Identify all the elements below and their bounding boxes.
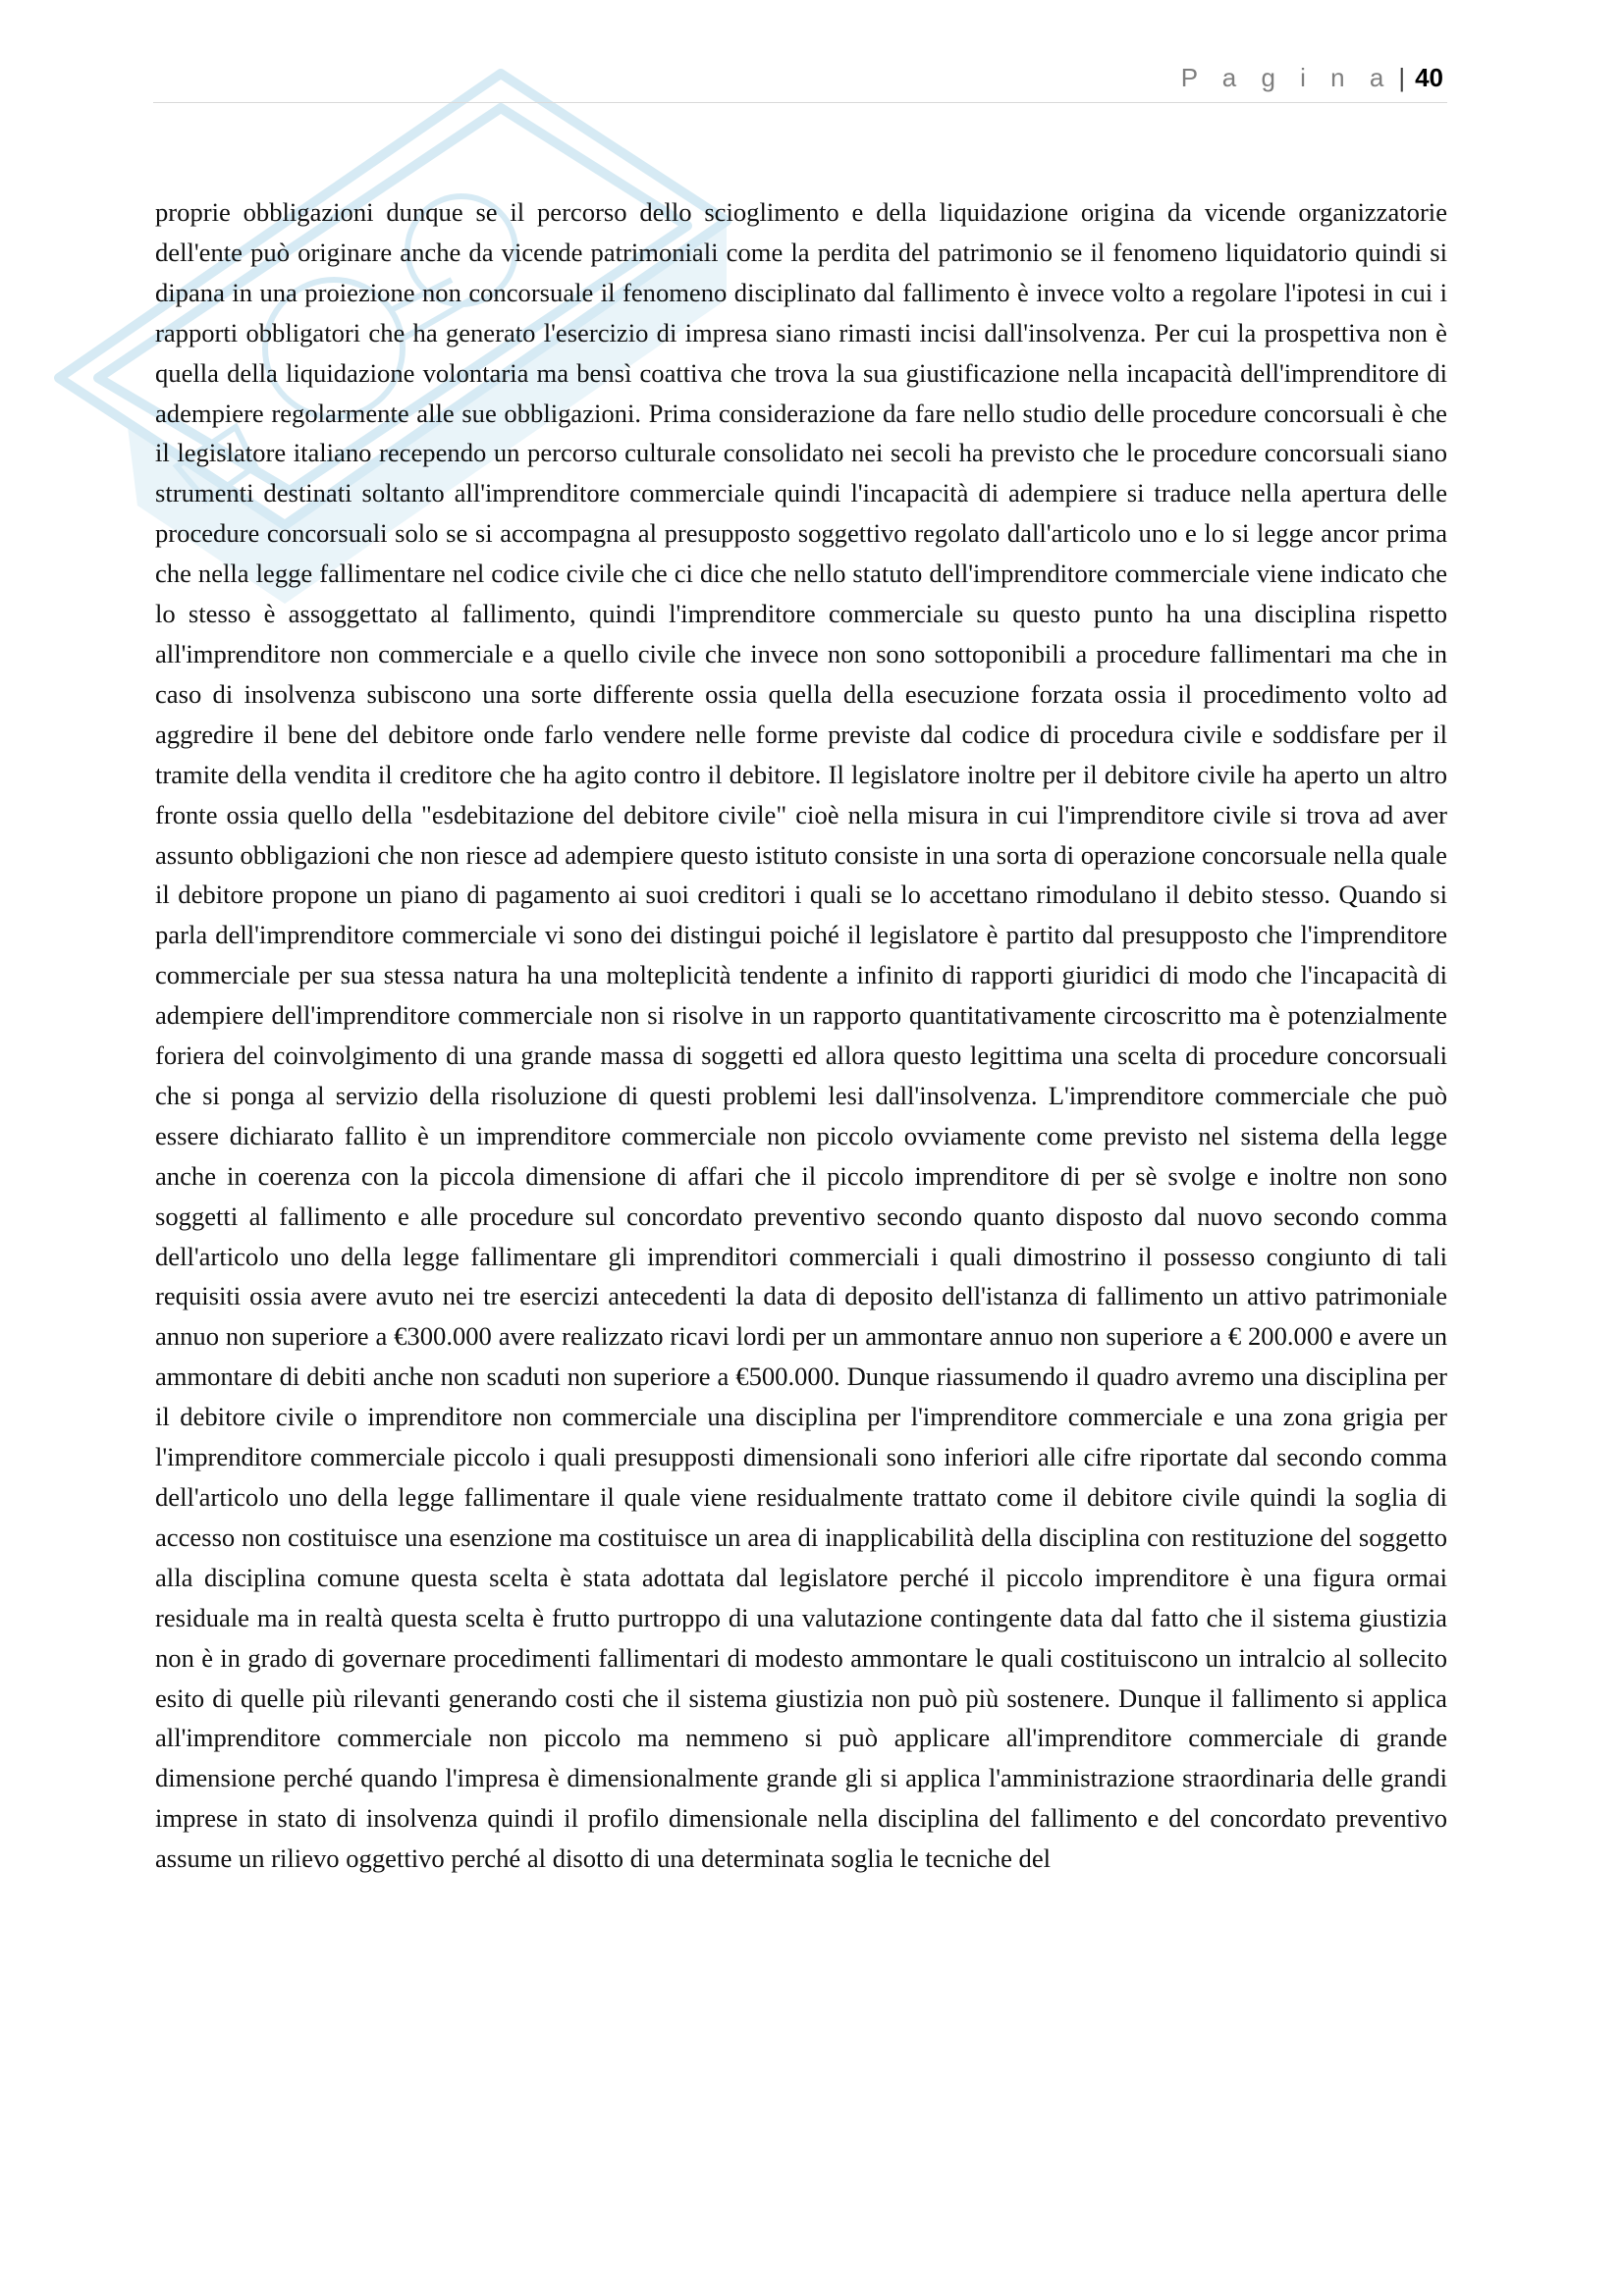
page-label: P a g i n a	[1180, 63, 1393, 92]
body-paragraph: proprie obbligazioni dunque se il percorso dello scioglimento e della liquidazione origina da vicende organizzatorie dell'ente può originare anche da vicende patrimoniali come la perdita del patrimonio se il fenomeno liquidatorio quindi si dipana in una proiezione non concorsuale il fenomeno disciplinato dal fallimento è invece volto a regolare l'ipotesi in cui i rapporti obbligatori che ha generato l'esercizio di impresa siano rimasti incisi dall'insolvenza. Per cui la prospettiva non è quella della liquidazione volontaria ma bensì coattiva che trova la sua giustificazione nella incapacità dell'imprenditore di adempiere regolarmente alle sue obbligazioni. Prima considerazione da fare nello studio delle procedure concorsuali è che il legislatore italiano recependo un percorso culturale consolidato nei secoli ha previsto che le procedure concorsuali siano strumenti destinati soltanto all'imprenditore commerciale quindi l'incapacità di adempiere si traduce nella apertura delle procedure concorsuali solo se si accompagna al presupposto soggettivo regolato dall'articolo uno e lo si legge ancor prima che nella legge fallimentare nel codice civile che ci dice che nello statuto dell'imprenditore commerciale viene indicato che lo stesso è assoggettato al fallimento, quindi l'imprenditore commerciale su questo punto ha una disciplina rispetto all'imprenditore non commerciale e a quello civile che invece non sono sottoponibili a procedure fallimentari ma che in caso di insolvenza subiscono una sorte differente ossia quella della esecuzione forzata ossia il procedimento volto ad aggredire il bene del debitore onde farlo vendere nelle forme previste dal codice di procedura civile e soddisfare per il tramite della vendita il creditore che ha agito contro il debitore. Il legislatore inoltre per il debitore civile ha aperto un altro fronte ossia quello della "esdebitazione del debitore civile" cioè nella misura in cui l'imprenditore civile si trova ad aver assunto obbligazioni che non riesce ad adempiere questo istituto consiste in una sorta di operazione concorsuale nella quale il debitore propone un piano di pagamento ai suoi creditori i quali se lo accettano rimodulano il debito stesso. Quando si parla dell'imprenditore commerciale vi sono dei distingui poiché il legislatore è partito dal presupposto che l'imprenditore commerciale per sua stessa natura ha una molteplicità tendente a infinito di rapporti giuridici di modo che l'incapacità di adempiere dell'imprenditore commerciale non si risolve in un rapporto quantitativamente circoscritto ma è potenzialmente foriera del coinvolgimento di una grande massa di soggetti ed allora questo legittima una scelta di procedure concorsuali che si ponga al servizio della risoluzione di questi problemi lesi dall'insolvenza. L'imprenditore commerciale che può essere dichiarato fallito è un imprenditore commerciale non piccolo ovviamente come previsto nel sistema della legge anche in coerenza con la piccola dimensione di affari che il piccolo imprenditore di per sè svolge e inoltre non sono soggetti al fallimento e alle procedure sul concordato preventivo secondo quanto disposto dal nuovo secondo comma dell'articolo uno della legge fallimentare gli imprenditori commerciali i quali dimostrino il possesso congiunto di tali requisiti ossia avere avuto nei tre esercizi antecedenti la data di deposito dell'istanza di fallimento un attivo patrimoniale annuo non superiore a €300.000 avere realizzato ricavi lordi per un ammontare annuo non superiore a € 200.000 e avere un ammontare di debiti anche non scaduti non superiore a €500.000. Dunque riassumendo il quadro avremo una disciplina per il debitore civile o imprenditore non commerciale una disciplina per l'imprenditore commerciale e una zona grigia per l'imprenditore commerciale piccolo i quali presupposti dimensionali sono inferiori alle cifre riportate dal secondo comma dell'articolo uno della legge fallimentare il quale viene residualmente trattato come il debitore civile quindi la soglia di accesso non costituisce una esenzione ma costituisce un area di inapplicabilità della disciplina con restituzione del soggetto alla disciplina comune questa scelta è stata adottata dal legislatore perché il piccolo imprenditore è una figura ormai residuale ma in realtà questa scelta è frutto purtroppo di una valutazione contingente data dal fatto che il sistema giustizia non è in grado di governare procedimenti fallimentari di modesto ammontare le quali costituiscono un intralcio al sollecito esito di quelle più rilevanti generando costi che il sistema giustizia non può più sostenere. Dunque il fallimento si applica all'imprenditore commerciale non piccolo ma nemmeno si può applicare all'imprenditore commerciale di grande dimensione perché quando l'impresa è dimensionalmente grande gli si applica l'amministrazione straordinaria delle grandi imprese in stato di insolvenza quindi il profilo dimensionale nella disciplina del fallimento e del concordato preventivo assume un rilievo oggettivo perché al disotto di una determinata soglia le tecniche del	[155, 197, 1447, 1874]
page-number: 40	[1415, 63, 1443, 92]
page-header	[1181, 63, 1443, 93]
header-divider	[153, 102, 1447, 103]
page-separator: |	[1398, 63, 1406, 92]
